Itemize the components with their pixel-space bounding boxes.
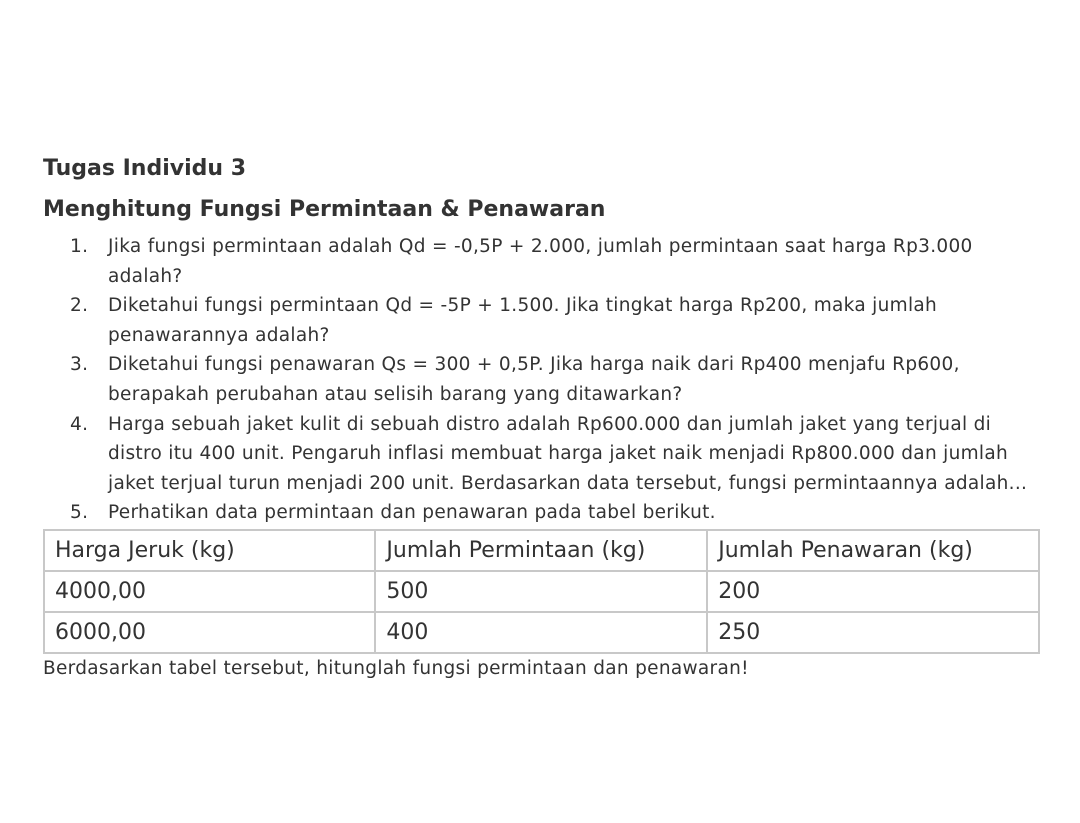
assignment-subtitle: Menghitung Fungsi Permintaan & Penawaran bbox=[43, 197, 606, 222]
question-item bbox=[43, 232, 1043, 291]
question-text: Diketahui fungsi penawaran Qs = 300 + 0,5P. Jika harga naik dari Rp400 menjafu Rp600, berapakah perubahan atau selisih barang yang ditawarkan? bbox=[108, 354, 960, 405]
table-header-row bbox=[44, 530, 1039, 571]
question-number: 1. bbox=[70, 236, 89, 257]
question-number: 3. bbox=[70, 354, 89, 376]
assignment-title: Tugas Individu 3 bbox=[43, 156, 246, 181]
question-item bbox=[43, 410, 1043, 499]
table-cell: 4000,00 bbox=[44, 571, 375, 612]
question-list bbox=[43, 232, 1043, 528]
question-text: Diketahui fungsi permintaan Qd = -5P + 1.500. Jika tingkat harga Rp200, maka jumlah penawarannya adalah? bbox=[108, 295, 938, 346]
table-row bbox=[44, 571, 1039, 612]
table-cell: 500 bbox=[375, 571, 707, 612]
question-text: Jika fungsi permintaan adalah Qd = -0,5P + 2.000, jumlah permintaan saat harga Rp3.000 adalah? bbox=[108, 236, 973, 287]
table-row bbox=[44, 612, 1039, 653]
question-item bbox=[43, 350, 1043, 409]
question-item bbox=[43, 291, 1043, 350]
question-text: Harga sebuah jaket kulit di sebuah distro adalah Rp600.000 dan jumlah jaket yang terjual di distro itu 400 unit. Pengaruh inflasi membuat harga jaket naik menjadi Rp800.000 dan jumlah jaket terjual turun menjadi 200 unit. Berdasarkan data tersebut, fungsi permintaannya adalah... bbox=[108, 413, 1028, 494]
column-header-price: Harga Jeruk (kg) bbox=[44, 530, 375, 571]
closing-instruction: Berdasarkan tabel tersebut, hitunglah fungsi permintaan dan penawaran! bbox=[43, 657, 749, 679]
question-item bbox=[43, 498, 1043, 528]
table-cell: 6000,00 bbox=[44, 612, 375, 653]
question-number: 2. bbox=[70, 295, 89, 317]
table-cell: 250 bbox=[707, 612, 1039, 653]
question-number: 5. bbox=[70, 502, 89, 524]
column-header-demand: Jumlah Permintaan (kg) bbox=[375, 530, 707, 571]
assignment-document bbox=[43, 150, 1043, 684]
column-header-supply: Jumlah Penawaran (kg) bbox=[707, 530, 1039, 571]
question-text: Perhatikan data permintaan dan penawaran pada tabel berikut. bbox=[108, 502, 716, 524]
table-cell: 400 bbox=[375, 612, 707, 653]
table-cell: 200 bbox=[707, 571, 1039, 612]
question-number: 4. bbox=[70, 413, 89, 435]
supply-demand-table bbox=[43, 529, 1040, 654]
